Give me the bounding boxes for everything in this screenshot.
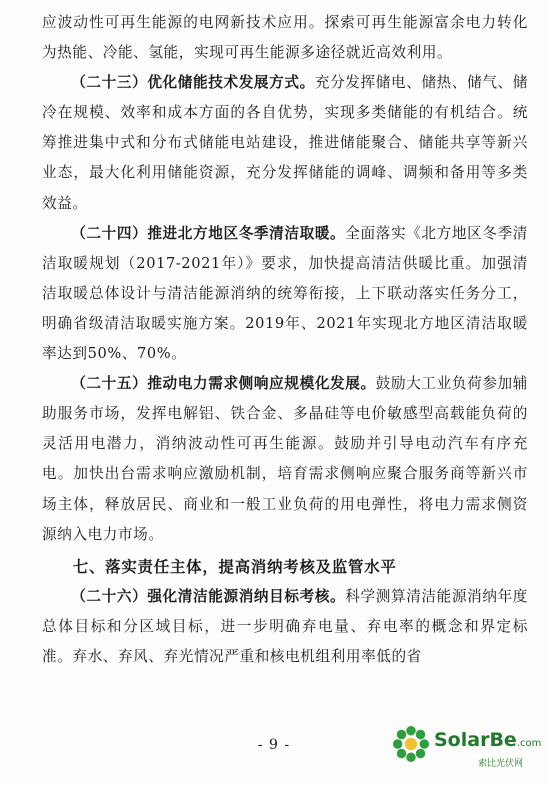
- logo-dotcom-text: .com: [516, 738, 542, 749]
- item-24-title: （二十四）推进北方地区冬季清洁取暖。: [71, 224, 346, 242]
- paragraph-item-26: [42, 582, 528, 672]
- logo-wordmark: [434, 729, 541, 751]
- section-7-heading: 七、落实责任主体，提高消纳考核及监管水平: [72, 557, 397, 576]
- paragraph-item-23: [42, 68, 528, 218]
- paragraph-continuation: 应波动性可再生能源的电网新技术应用。探索可再生能源富余电力转化为热能、冷能、氢能，实现可再生能源多途径就近高效利用。: [42, 14, 528, 62]
- sunflower-icon: [392, 725, 430, 763]
- item-23-title: （二十三）优化储能技术发展方式。: [71, 74, 315, 92]
- logo-tagline: 索比光伏网: [478, 759, 524, 769]
- item-23-body: 充分发挥储电、储热、储气、储冷在规模、效率和成本方面的各自优势，实现多类储能的有机结合。统筹推进集中式和分布式储能电站建设，推进储能聚合、储能共享等新兴业态，最大化利用储能资源，充分发挥储能的调峰、调频和备用等多类效益。: [42, 74, 528, 212]
- solarbe-watermark-logo: [392, 723, 542, 779]
- logo-name-text: SolarBe: [434, 729, 517, 751]
- item-25-body: 鼓励大工业负荷参加辅助服务市场，发挥电解铝、铁合金、多晶硅等电价敏感型高载能负荷的灵活用电潜力，消纳波动性可再生能源。鼓励并引导电动汽车有序充电。加快出台需求响应激励机制，培育需求侧响应聚合服务商等新兴市场主体，释放居民、商业和一般工业负荷的用电弹性，将电力需求侧资源纳入电力市场。: [42, 375, 528, 543]
- paragraph-item-25: [42, 369, 528, 550]
- item-24-body: 全面落实《北方地区冬季清洁取暖规划（2017-2021年）》要求，加快提高清洁供暖比重。加强清洁取暖总体设计与清洁能源消纳的统筹衔接，上下联动落实任务分工，明确省级清洁取暖实施方案。2019年、2021年实现北方地区清洁取暖率达到50%、70%。: [42, 224, 528, 363]
- item-26-title: （二十六）强化清洁能源消纳目标考核。: [71, 587, 346, 605]
- item-25-title: （二十五）推动电力需求侧响应规模化发展。: [71, 375, 376, 393]
- document-body: [42, 8, 528, 672]
- page-number: - 9 -: [257, 737, 291, 753]
- paragraph-item-24: [42, 219, 528, 369]
- item-26-body: 科学测算清洁能源消纳年度总体目标和分区域目标，进一步明确弃电量、弃电率的概念和界定标准。弃水、弃风、弃光情况严重和核电机组利用率低的省: [42, 587, 528, 665]
